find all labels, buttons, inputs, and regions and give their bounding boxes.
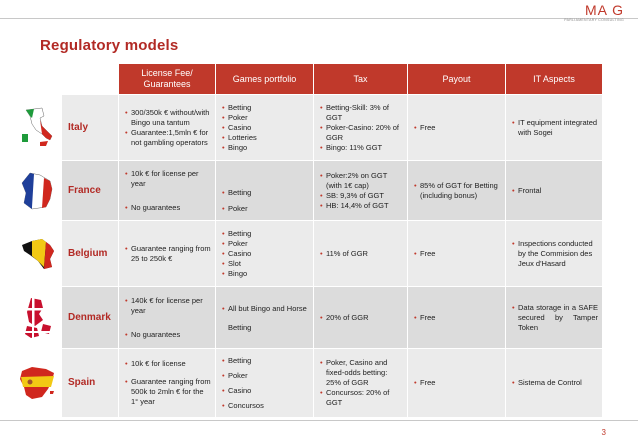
list-item: • 140k € for license per year [125, 296, 211, 316]
list-item: • All but Bingo and Horse Betting [222, 299, 309, 337]
company-logo [564, 2, 624, 22]
page-title: Regulatory models [40, 37, 179, 54]
license-cell [119, 95, 216, 161]
table-row [14, 95, 602, 161]
logo-tagline: PARLIAMENTARY CONSULTING [564, 18, 624, 22]
tax-cell [314, 221, 408, 287]
payout-cell [408, 287, 506, 349]
header-license: License Fee/ Guarantees [119, 64, 216, 95]
list-item: • Poker [222, 368, 309, 383]
list-item: • Betting [222, 229, 309, 239]
country-label: Spain [62, 349, 119, 417]
list-item: • SB: 9,3% of GGT [320, 191, 403, 201]
list-item: • 10k € for license per year [125, 169, 211, 189]
list-item: • Free [414, 313, 501, 323]
header-payout: Payout [408, 64, 506, 95]
list-item: • No guarantees [125, 330, 211, 340]
table-row [14, 221, 602, 287]
it-cell [506, 95, 603, 161]
it-cell [506, 349, 603, 417]
list-item: • Frontal [512, 186, 598, 196]
list-item: • Bingo [222, 143, 309, 153]
table-row [14, 349, 602, 417]
table-header-row [14, 64, 602, 95]
games-cell [216, 95, 314, 161]
list-item: • Concursos: 20% of GGT [320, 388, 403, 408]
list-item: • Casino [222, 249, 309, 259]
tax-cell [314, 161, 408, 221]
regulatory-models-table [14, 64, 602, 417]
list-item: • Free [414, 378, 501, 388]
list-item: • Poker [222, 204, 309, 214]
list-item: • HB: 14,4% of GGT [320, 201, 403, 211]
list-item: • 20% of GGR [320, 313, 403, 323]
header-tax: Tax [314, 64, 408, 95]
license-cell [119, 349, 216, 417]
list-item: • Poker [222, 239, 309, 249]
license-cell [119, 221, 216, 287]
list-item: • 85% of GGT for Betting (including bonus) [414, 181, 501, 201]
logo-mark: MA G [584, 2, 624, 18]
list-item: • Poker-Casino: 20% of GGR [320, 123, 403, 143]
list-item: • Slot [222, 259, 309, 269]
list-item: • Poker [222, 113, 309, 123]
games-cell [216, 349, 314, 417]
country-label: France [62, 161, 119, 221]
list-item: • Data storage in a SAFE secured by Tamper Token [512, 303, 598, 333]
country-label: Belgium [62, 221, 119, 287]
list-item: • Betting [222, 103, 309, 113]
list-item: • Bingo: 11% GGT [320, 143, 403, 153]
list-item: • Casino [222, 383, 309, 398]
list-item: • Guarantee ranging from 500k to 2mln € for the 1° year [125, 377, 211, 407]
page-number: 3 [601, 428, 606, 437]
italy-flag-icon [14, 95, 62, 161]
header-rule [0, 18, 638, 19]
payout-cell [408, 161, 506, 221]
list-item: • Guarantee:1,5mln € for not gambling operators [125, 128, 211, 148]
list-item: • Inspections conducted by the Commision des Jeux d'Hasard [512, 239, 598, 269]
table-row [14, 287, 602, 349]
list-item: • Lotteries [222, 133, 309, 143]
list-item: • Betting-Skill: 3% of GGT [320, 103, 403, 123]
list-item: • 300/350k € without/with Bingo una tantum [125, 108, 211, 128]
list-item: • Betting [222, 188, 309, 198]
payout-cell [408, 349, 506, 417]
country-label: Denmark [62, 287, 119, 349]
header-country-spacer [62, 64, 119, 95]
payout-cell [408, 95, 506, 161]
it-cell [506, 287, 603, 349]
list-item: • Free [414, 249, 501, 259]
list-item: • Sistema de Control [512, 378, 598, 388]
list-item: • Betting [222, 353, 309, 368]
table-row [14, 161, 602, 221]
list-item: • 11% of GGR [320, 249, 403, 259]
list-item: • Poker:2% on GGT (with 1€ cap) [320, 171, 403, 191]
games-cell [216, 287, 314, 349]
list-item: • IT equipment integrated with Sogei [512, 118, 598, 138]
games-cell [216, 161, 314, 221]
list-item: • Concursos [222, 398, 309, 413]
license-cell [119, 161, 216, 221]
tax-cell [314, 287, 408, 349]
belgium-flag-icon [14, 221, 62, 287]
list-item: • Casino [222, 123, 309, 133]
footer-rule [0, 420, 638, 421]
list-item: • Bingo [222, 269, 309, 279]
games-cell [216, 221, 314, 287]
header-it: IT Aspects [506, 64, 603, 95]
license-cell [119, 287, 216, 349]
tax-cell [314, 349, 408, 417]
list-item: • No guarantees [125, 203, 211, 213]
country-label: Italy [62, 95, 119, 161]
list-item: • Poker, Casino and fixed-odds betting: 25% of GGR [320, 358, 403, 388]
tax-cell [314, 95, 408, 161]
denmark-flag-icon [14, 287, 62, 349]
header-flag-spacer [14, 64, 62, 95]
spain-flag-icon [14, 349, 62, 417]
it-cell [506, 221, 603, 287]
header-games: Games portfolio [216, 64, 314, 95]
list-item: • Free [414, 123, 501, 133]
list-item: • 10k € for license [125, 359, 211, 369]
list-item: • Guarantee ranging from 25 to 250k € [125, 244, 211, 264]
france-flag-icon [14, 161, 62, 221]
payout-cell [408, 221, 506, 287]
it-cell [506, 161, 603, 221]
